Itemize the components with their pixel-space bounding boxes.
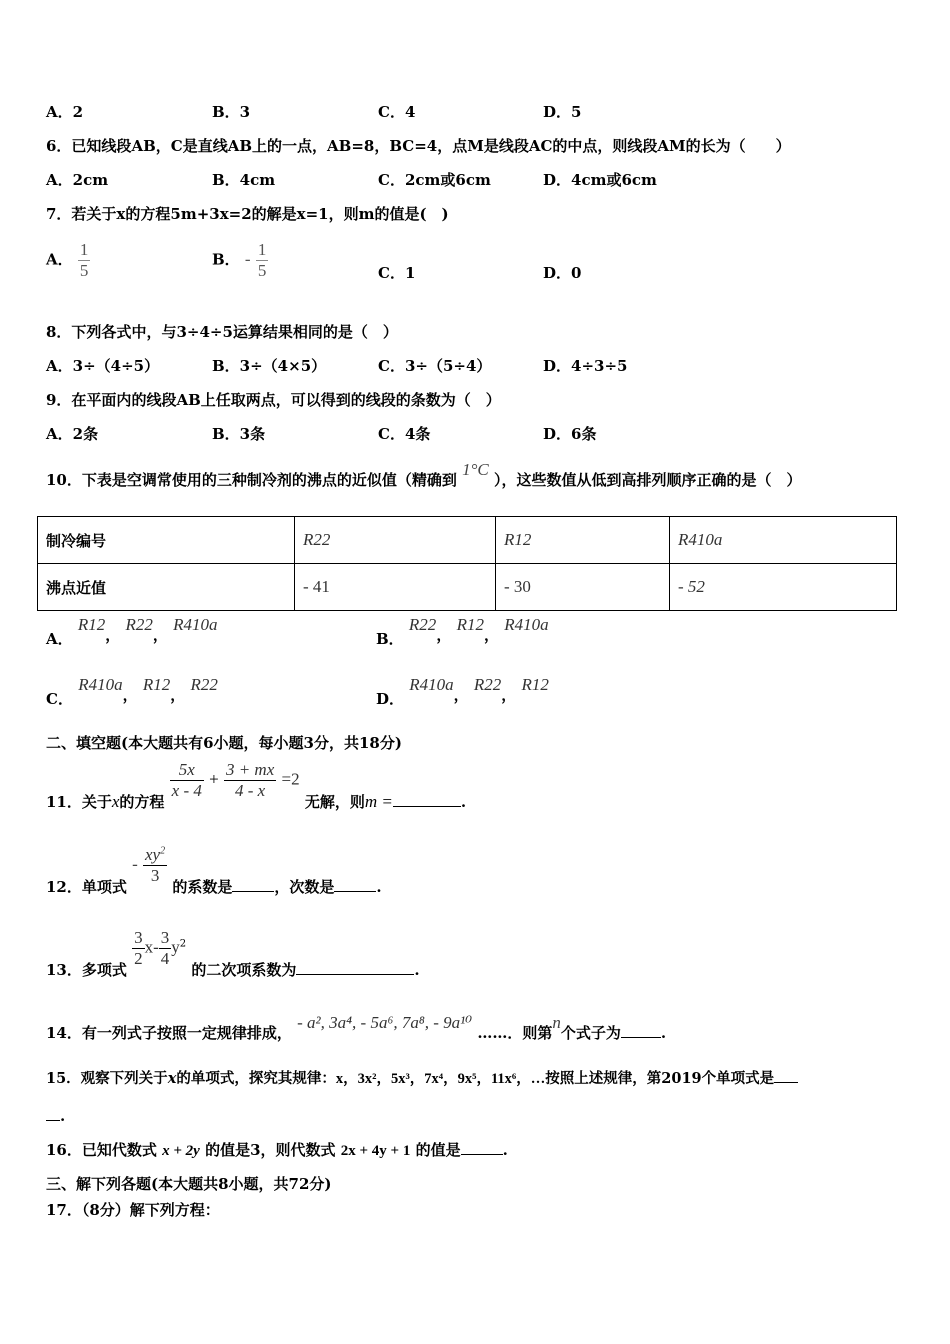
- q12-numerator: xy: [145, 845, 161, 864]
- q16-expr2: 2x + 4y + 1: [340, 1143, 411, 1159]
- q15-continued: [46, 1106, 65, 1126]
- q12-denominator: 3: [143, 865, 167, 886]
- q13-y-part: y: [171, 937, 180, 957]
- q15-end: .: [60, 1107, 66, 1125]
- q14-sequence: - a², 3a⁴, - 5a⁶, 7a⁸, - 9a¹⁰: [297, 1013, 473, 1032]
- q6-option-c: C．2cm或6cm: [378, 171, 491, 189]
- q7-a-denominator: 5: [79, 261, 89, 280]
- q10-d-term: R12: [521, 675, 549, 694]
- q15-middle: 的单项式，探究其规律：: [176, 1070, 336, 1087]
- q10-stem-after: ），这些数值从低到高排列顺序正确的是（ ）: [494, 471, 802, 489]
- table-cell: R22: [295, 517, 496, 564]
- q11-plus: +: [209, 769, 219, 789]
- q14-end: .: [660, 1024, 667, 1042]
- q10-b-term: R410a: [504, 615, 549, 634]
- q13-f2-denominator: 4: [160, 949, 170, 968]
- q13-suffix: 的二次项系数为: [191, 960, 297, 979]
- q10-sep: ，: [453, 686, 469, 704]
- table-row: [38, 517, 897, 564]
- q13-f2-numerator: 3: [160, 928, 170, 947]
- q11-end: .: [460, 792, 467, 811]
- q17-stem: 17．（8分）解下列方程：: [46, 1201, 220, 1219]
- q12-exponent: 2: [160, 845, 166, 857]
- q10-c-term: R22: [190, 675, 218, 694]
- q10-stem-before: 10．下表是空调常使用的三种制冷剂的沸点的近似值（精确到: [46, 471, 457, 489]
- q10-c-term: R410a: [78, 675, 123, 694]
- q10-d-term: R410a: [409, 675, 454, 694]
- q16: [46, 1140, 508, 1161]
- q13-exponent: 2: [179, 938, 187, 950]
- q10-sep: ，: [483, 626, 499, 644]
- q13-answer-blank: [296, 960, 414, 975]
- q10-option-c-label: C．: [46, 690, 73, 708]
- q8-option-a: A．3÷（4÷5）: [46, 357, 160, 375]
- q10-b-term: R12: [456, 615, 484, 634]
- q8-option-d: D．4÷3÷5: [543, 357, 628, 375]
- q12-prefix: 12．单项式: [46, 877, 127, 896]
- q5-option-a: A．2: [46, 103, 84, 121]
- q7-b-sign: -: [244, 249, 251, 269]
- table-cell: - 41: [295, 564, 496, 611]
- q11-fraction-2: [224, 760, 276, 801]
- table-cell: R410a: [670, 517, 897, 564]
- q16-suffix: 的值是: [415, 1141, 461, 1159]
- table-cell: 沸点近值: [38, 564, 295, 611]
- q10-option-b-label: B．: [376, 630, 404, 648]
- q10-sep: ，: [436, 626, 452, 644]
- q13-fraction-2: [159, 928, 172, 969]
- q11-var: x: [111, 791, 120, 811]
- q15-suffix: 按照上述规律，第2019个单项式是: [545, 1070, 775, 1087]
- q5-option-b: B．3: [212, 103, 251, 121]
- q11-prefix: 11．关于: [46, 792, 112, 811]
- table-cell: 制冷编号: [38, 517, 295, 564]
- q13-end: .: [414, 960, 420, 979]
- section-2-title: 二、填空题(本大题共有6小题，每小题3分，共18分): [46, 734, 402, 752]
- q13-fraction-1: [132, 928, 145, 969]
- q14-answer-blank: [621, 1023, 661, 1038]
- q7-b-numerator: 1: [257, 240, 267, 259]
- q10-sep: ，: [105, 626, 121, 644]
- q14-dots: ……．则第: [477, 1024, 553, 1042]
- q12-degree-blank: [334, 877, 376, 892]
- q10-a-term: R12: [77, 615, 106, 634]
- q10-option-d: [376, 674, 549, 708]
- q7-option-a-label: A．: [46, 250, 73, 269]
- q6-option-d: D．4cm或6cm: [543, 171, 657, 189]
- q9-option-c: C．4条: [378, 425, 431, 443]
- q15-terms: x，3x²，5x³，7x⁴，9x⁵，11x⁶，…: [335, 1071, 546, 1087]
- q13-x-part: x-: [144, 937, 159, 957]
- q10-sep: ，: [122, 686, 138, 704]
- q16-prefix: 16．已知代数式: [46, 1141, 157, 1159]
- q10-c-term: R12: [142, 675, 171, 694]
- table-row: [38, 564, 897, 611]
- q12-fraction: [143, 845, 167, 886]
- q13-f1-denominator: 2: [134, 949, 143, 968]
- q10-sep: ，: [152, 626, 168, 644]
- q7-option-c: C．1: [378, 264, 416, 282]
- q9-option-a: A．2条: [46, 425, 99, 443]
- q10-a-term: R410a: [173, 615, 218, 634]
- refrigerant-table: [37, 516, 897, 611]
- q11-fraction-1: [170, 760, 204, 801]
- q15: [46, 1068, 798, 1089]
- q11-suffix: 无解，则: [304, 792, 365, 811]
- q16-expr1: x + 2y: [162, 1143, 200, 1159]
- q12-sign: -: [132, 854, 138, 874]
- q13-prefix: 13．多项式: [46, 960, 127, 979]
- q11-eq: =2: [281, 769, 300, 789]
- q12: [46, 845, 382, 896]
- q11-f1-denominator: x - 4: [171, 781, 202, 800]
- table-cell: - 30: [496, 564, 670, 611]
- q10-option-b: [376, 614, 549, 648]
- q16-middle: 的值是3，则代数式: [205, 1141, 336, 1159]
- q9-option-d: D．6条: [543, 425, 597, 443]
- q7-a-numerator: 1: [79, 240, 89, 259]
- q11-answer-blank: [393, 792, 461, 807]
- q16-answer-blank: [461, 1140, 503, 1155]
- q10-b-term: R22: [408, 615, 437, 634]
- section-3-title: 三、解下列各题(本大题共8小题，共72分): [46, 1175, 332, 1193]
- q5-option-c: C．4: [378, 103, 416, 121]
- table-cell: R12: [496, 517, 670, 564]
- q14-suffix: 个式子为: [560, 1024, 621, 1042]
- q6-option-a: A．2cm: [46, 171, 109, 189]
- q11-m-eq: m =: [364, 791, 393, 811]
- q11: [46, 760, 467, 811]
- q15-var: x: [167, 1070, 177, 1087]
- q10-option-d-label: D．: [376, 690, 405, 708]
- q5-option-d: D．5: [543, 103, 582, 121]
- q9-option-b: B．3条: [212, 425, 266, 443]
- q16-end: .: [502, 1141, 508, 1159]
- q7-option-a: [46, 240, 90, 281]
- q11-middle: 的方程: [119, 792, 165, 811]
- q10-unit: 1°C: [462, 460, 489, 479]
- q10-d-term: R22: [473, 675, 502, 694]
- q12-end: .: [376, 877, 382, 896]
- q11-f2-numerator: 3 + mx: [225, 760, 275, 779]
- q12-coefficient-blank: [232, 877, 274, 892]
- q9-stem: 9．在平面内的线段AB上任取两点，可以得到的线段的条数为（ ）: [46, 391, 501, 409]
- q12-middle: 的系数是: [172, 877, 233, 896]
- q7-option-b: [212, 240, 268, 281]
- q14-n: n: [552, 1013, 561, 1032]
- q15-answer-blank-continued: [46, 1106, 60, 1121]
- q12-sep: ，次数是: [274, 877, 335, 896]
- q13: [46, 928, 420, 979]
- q10-option-a-label: A．: [46, 630, 73, 648]
- table-cell: - 52: [670, 564, 897, 611]
- q15-prefix: 15．观察下列关于: [46, 1070, 168, 1087]
- q10-sep: ，: [501, 686, 517, 704]
- q7-option-b-fraction: [256, 240, 269, 281]
- q7-b-denominator: 5: [257, 261, 267, 280]
- q10-stem: [46, 460, 802, 490]
- q8-option-b: B．3÷（4×5）: [212, 357, 327, 375]
- q10-option-c: [46, 674, 218, 708]
- q6-option-b: B．4cm: [212, 171, 276, 189]
- q15-answer-blank: [774, 1068, 798, 1083]
- q10-a-term: R22: [125, 615, 153, 634]
- q7-option-d: D．0: [543, 264, 582, 282]
- q10-option-a: [46, 614, 218, 648]
- q11-f1-numerator: 5x: [178, 760, 195, 779]
- q8-option-c: C．3÷（5÷4）: [378, 357, 492, 375]
- q14-prefix: 14．有一列式子按照一定规律排成，: [46, 1024, 292, 1042]
- q6-stem: 6．已知线段AB，C是直线AB上的一点，AB=8，BC=4，点M是线段AC的中点，则线段AM的长为（ ）: [46, 137, 791, 155]
- q10-sep: ，: [170, 686, 186, 704]
- q7-option-a-fraction: [78, 240, 91, 281]
- q14: [46, 1013, 667, 1042]
- q13-f1-numerator: 3: [134, 928, 143, 947]
- q7-option-b-label: B．: [212, 250, 240, 269]
- q8-stem: 8．下列各式中，与3÷4÷5运算结果相同的是（ ）: [46, 323, 398, 341]
- q11-f2-denominator: 4 - x: [224, 780, 276, 801]
- q7-stem: 7．若关于x的方程5m+3x=2的解是x=1，则m的值是( ): [46, 205, 449, 223]
